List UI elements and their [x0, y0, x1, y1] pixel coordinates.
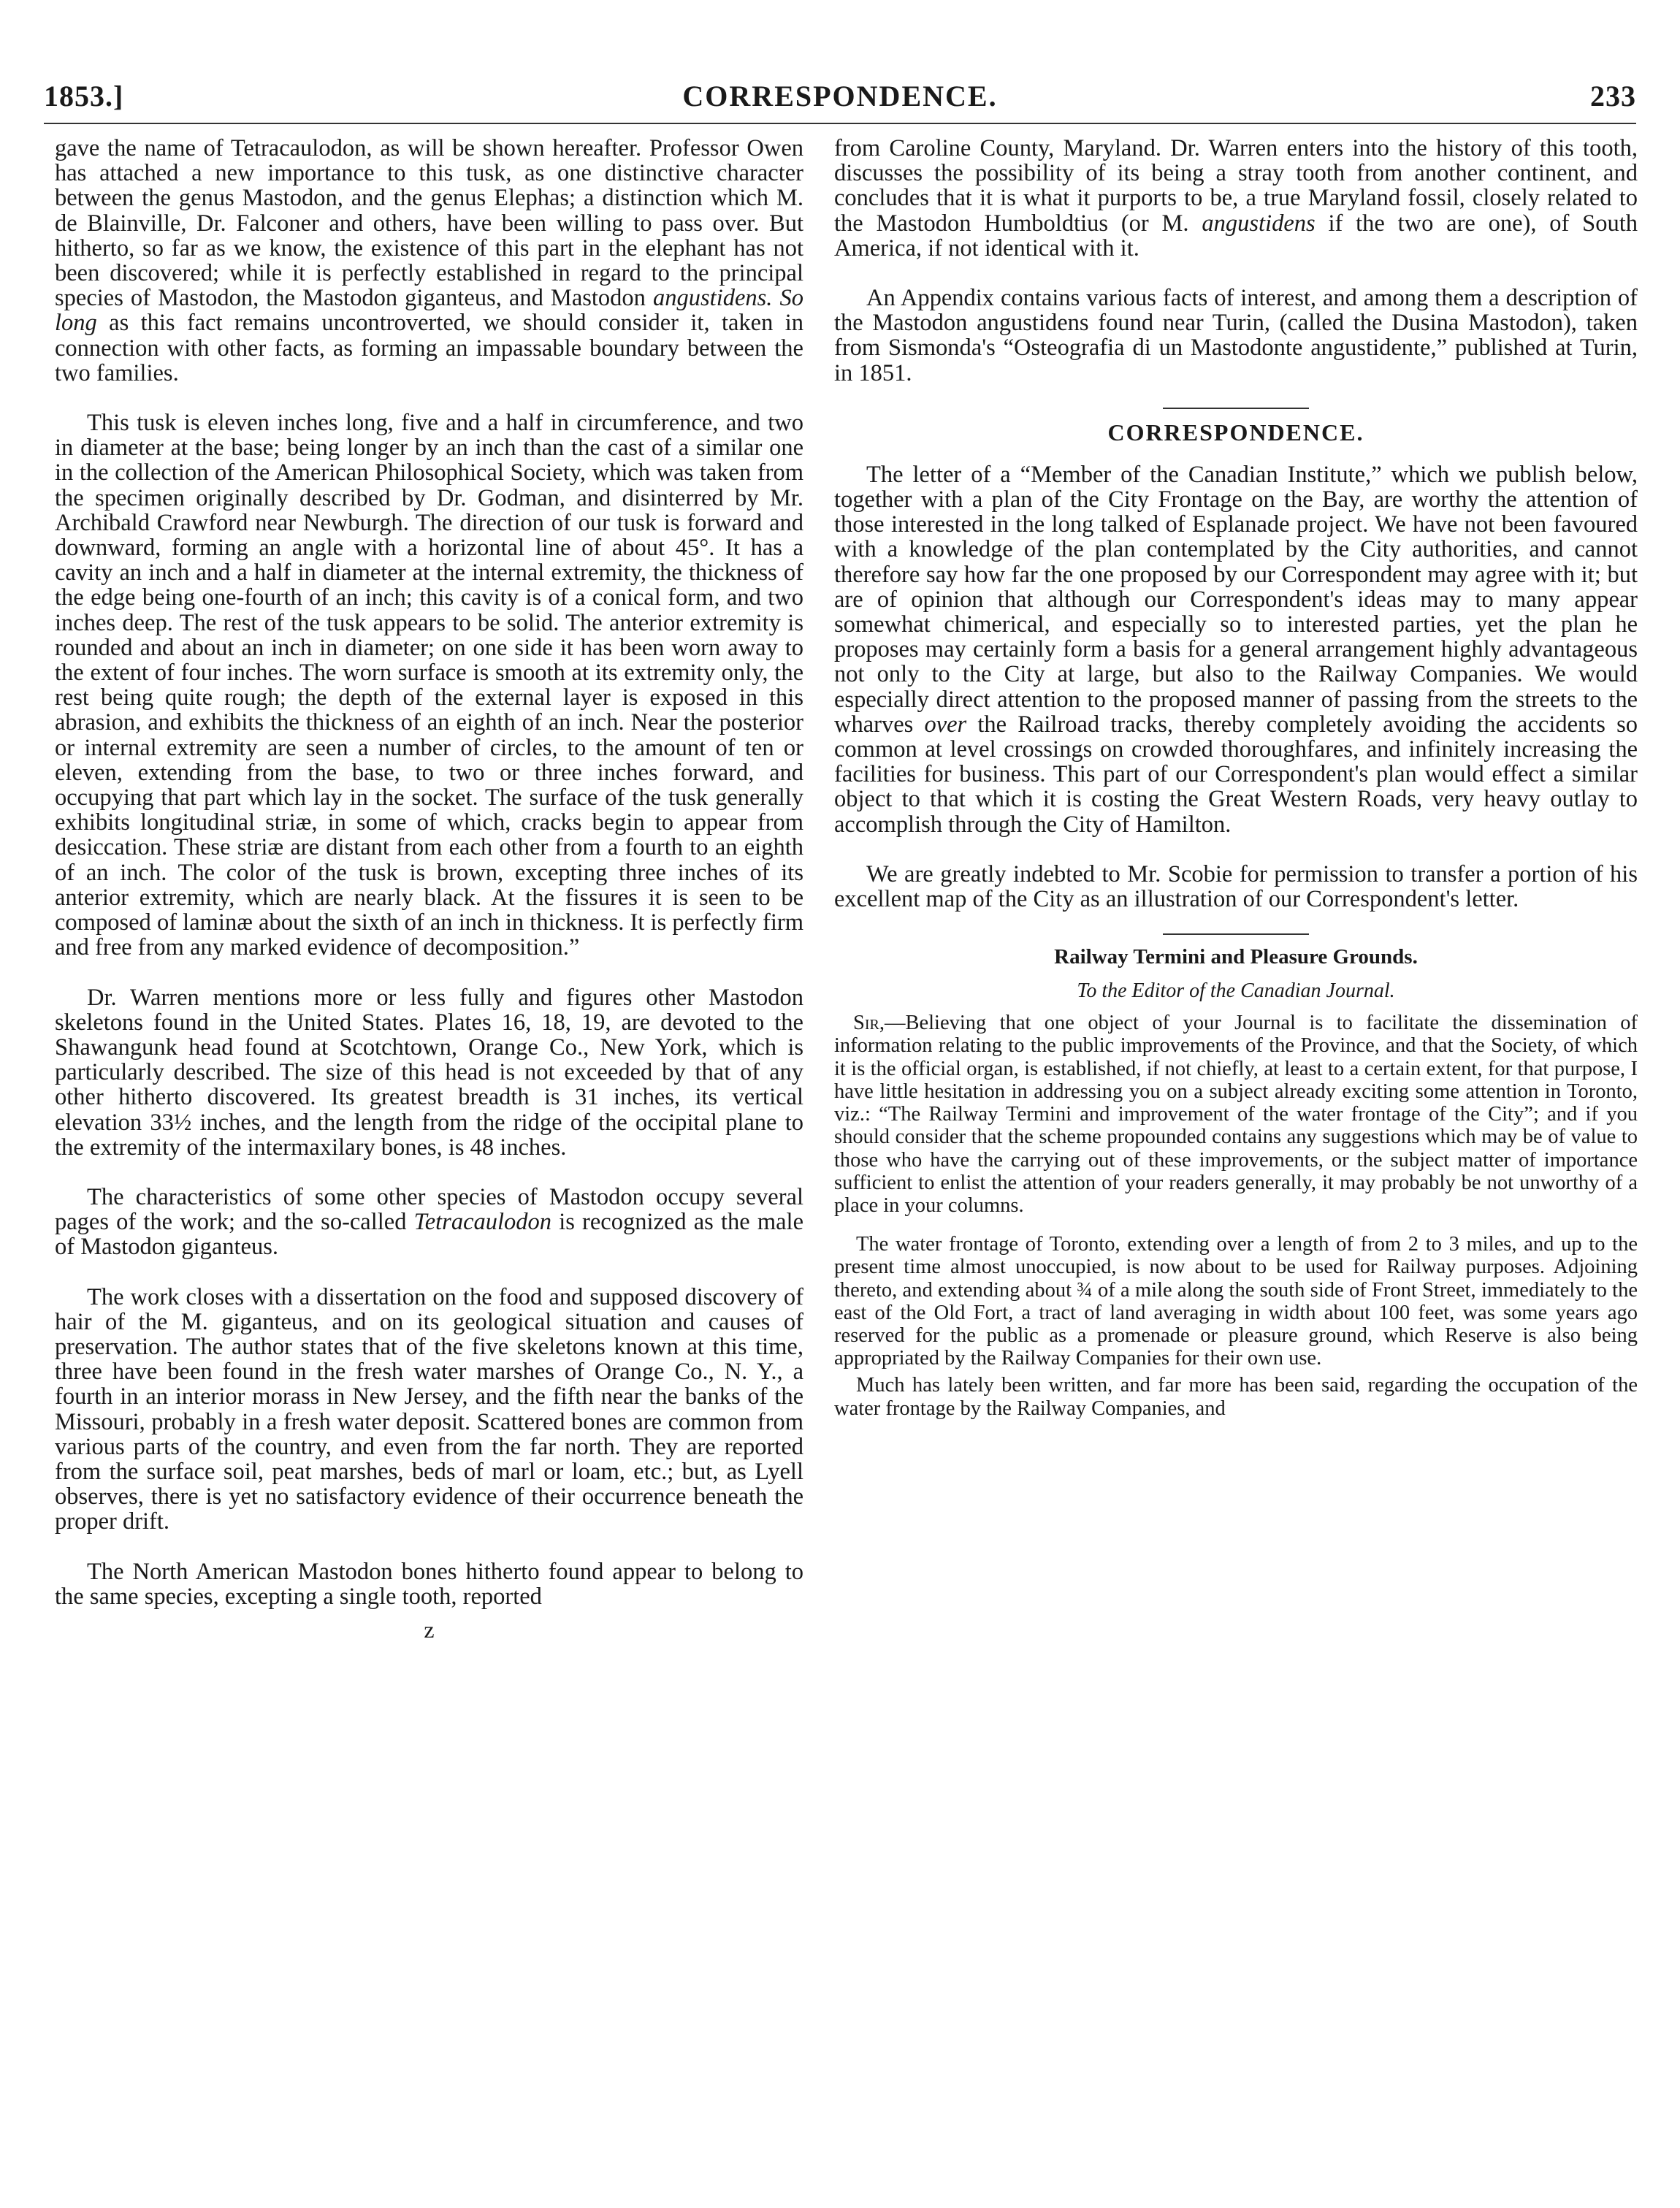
letter-addressee: To the Editor of the Canadian Journal. — [1077, 979, 1395, 1003]
running-head — [44, 79, 1636, 115]
header-section-title: CORRESPONDENCE. — [682, 80, 998, 112]
letter-divider — [1163, 933, 1309, 935]
right-p3-b: the Railroad tracks, thereby completely avoiding the accidents so common at level crossings on crowded thoroughfares, and infinitely increasing the facilities for business. This part of our Correspondent's plan would effect a similar object to that which it is costing the Great Western Roads, very heavy outlay to accomplish through the City of Hamilton. — [834, 711, 1638, 838]
correspondence-heading: CORRESPONDENCE. — [1107, 419, 1364, 446]
right-p3-text: The letter of a “Member of the Canadian Institute,” which we publish below, together with a plan of the City Frontage on the Bay, are worthy the attention of those interested in the long talked of Esplanade project. We have not been favoured with a knowledge of the plan contemplated by the City authorities, and cannot therefore say how far the one proposed by our Correspondent may agree with it; but are of opinion that although our Correspondent's ideas may to many appear somewhat chimerical, and especially so to interested parties, yet the plan he proposes may certainly form a basis for a general arrangement highly advantageous not only to the City at large, but also to the Railway Companies. We would especially direct attention to the proposed manner of passing from the streets to the wharves — [834, 461, 1638, 738]
right-paragraph-4: We are greatly indebted to Mr. Scobie for permission to transfer a portion of his excellent map of the City as an illustration of our Correspondent's letter. — [834, 860, 1638, 913]
left-p1-italic: angustidens. So long — [55, 285, 804, 337]
right-column — [834, 136, 1638, 1420]
right-paragraph-2: An Appendix contains various facts of interest, and among them a description of the Mastodon angustidens found near Turin, (called the Dusina Mastodon), taken from Sismonda's “Osteografia di un Mastodonte angustidente,” published at Turin, in 1851. — [834, 285, 1638, 386]
header-year: 1853.] — [44, 80, 124, 112]
left-p1-tail: as this fact remains uncontroverted, we should consider it, taken in connection with other facts, as forming an impassable boundary between the two families. — [55, 310, 803, 386]
letter-paragraph-1 — [834, 1012, 1638, 1217]
letter-paragraph-2: The water frontage of Toronto, extending over a length of from 2 to 3 miles, and up to the present time almost unoccupied, is now about to be used for Railway purposes. Adjoining thereto, and extending about ¾ of a mile along the south side of Front Street, immediately to the east of the Old Fort, a tract of land averaging in width about 100 feet, was some years ago reserved for the public as a promenade or pleasure ground, which Reserve is also being appropriated by the Railway Companies for their own use. — [834, 1233, 1638, 1370]
header-page-number: 233 — [1590, 80, 1636, 112]
letter-paragraph-3: Much has lately been written, and far more has been said, regarding the occupation of the water frontage by the Railway Companies, and — [834, 1374, 1638, 1420]
section-divider — [1163, 408, 1309, 409]
letter-salutation: Sir, — [853, 1012, 885, 1035]
left-paragraph-6: The North American Mastodon bones hitherto found appear to belong to the same species, excepting a single tooth, reported — [55, 1558, 803, 1610]
signature-mark: z — [424, 1616, 435, 1643]
right-p1-a: from Caroline County, Maryland. Dr. Warren enters into the history of this tooth, discusses the possibility of its being a stray tooth from another continent, and concludes that it is what it purports to be, a true Maryland fossil, closely related to the Mastodon Humboldtius (or M. — [834, 135, 1638, 237]
header-rule — [44, 123, 1636, 124]
left-paragraph-3: Dr. Warren mentions more or less fully and figures other Mastodon skeletons found in the United States. Plates 16, 18, 19, are devoted to the Shawangunk head found at Scotchtown, Orange Co., New York, which is particularly described. The size of this head is not exceeded by that of any other hitherto discovered. Its greatest breadth is 31 inches, its vertical elevation 33½ inches, and the length from the ridge of the occipital plane to the extremity of the intermaxilary bones, is 48 inches. — [55, 984, 803, 1161]
right-p1-b: if the two are one), of South America, if not identical with it. — [834, 210, 1638, 261]
left-p4-a: The characteristics of some other species of Mastodon occupy several pages of the work; and the so-called — [55, 1183, 803, 1236]
left-column — [55, 136, 803, 1643]
letter-title: Railway Termini and Pleasure Grounds. — [1054, 945, 1418, 969]
left-p4-italic: Tetracaulodon — [413, 1209, 552, 1236]
left-p4-b: is recognized as the male of Mastodon giganteus. — [55, 1209, 803, 1261]
right-paragraph-3 — [834, 462, 1638, 837]
left-paragraph-1 — [55, 136, 803, 386]
right-paragraph-1 — [834, 136, 1638, 261]
left-paragraph-4 — [55, 1185, 803, 1260]
left-p1-text: gave the name of Tetracaulodon, as will be shown hereafter. Professor Owen has attached a new importance to this tusk, as one distinctive character between the genus Mastodon, and the genus Elephas; a distinction which M. de Blainville, Dr. Falconer and others, have been willing to pass over. But hitherto, so far as we know, the existence of this part in the elephant has not been discovered; while it is perfectly established in regard to the principal species of Mastodon, the Mastodon giganteus, and Mastodon — [55, 135, 803, 312]
left-paragraph-5: The work closes with a dissertation on the food and supposed discovery of hair of the M. giganteus, and on its geological situation and causes of preservation. The author states that of the five skeletons known at this time, three have been found in the fresh water marshes of Orange Co., N. Y., a fourth in an interior morass in New Jersey, and the fifth near the banks of the Missouri, probably in a fresh water deposit. Scattered bones are common from various parts of the country, and even from the far north. They are reported from the surface soil, peat marshes, beds of marl or loam, etc.; but, as Lyell observes, there is yet no satisfactory evidence of their occurrence beneath the proper drift. — [55, 1283, 803, 1535]
letter-p1-text: —Believing that one object of your Journal is to facilitate the dissemination of information relating to the public improvements of the Province, and that the Society, of which it is the official organ, is established, if not chiefly, at least to a certain extent, for that purpose, I have little hesitation in addressing you on a subject already exciting some attention in Toronto, viz.: “The Railway Termini and improvement of the water frontage of the City”; and if you should consider that the scheme propounded contains any suggestions which may be of value to those who have the carrying out of these improvements, or the subject matter of importance sufficient to enlist the attention of your readers generally, it may probably be not unworthy of a place in your columns. — [834, 1012, 1638, 1217]
right-p1-italic: angustidens — [1202, 210, 1316, 237]
right-p3-italic: over — [924, 711, 967, 738]
left-paragraph-2: This tusk is eleven inches long, five and a half in circumference, and two in diameter at the base; being longer by an inch than the cast of a similar one in the collection of the American Philosophical Society, which was taken from the specimen originally described by Dr. Godman, and disinterred by Mr. Archibald Crawford near Newburgh. The direction of our tusk is forward and downward, forming an angle with a horizontal line of about 45°. It has a cavity an inch and a half in diameter at the internal extremity, the thickness of the edge being one-fourth of an inch; this cavity is of a conical form, and two inches deep. The rest of the tusk appears to be solid. The anterior extremity is rounded and about an inch in diameter; on one side it has been worn away to the extent of four inches. The worn surface is smooth at its extremity only, the rest being quite rough; the depth of the external layer is exposed in this abrasion, and exhibits the thickness of an eighth of an inch. Near the posterior or internal extremity are seen a number of circles, to the amount of ten or eleven, extending from the base, to two or three inches forward, and occupying that part which lay in the socket. The surface of the tusk generally exhibits longitudinal striæ, in some of which, cracks begin to appear from desiccation. These striæ are distant from each other from a fourth to an eighth of an inch. The color of the tusk is brown, excepting three inches of its anterior extremity, which are nearly black. At the fissures it is seen to be composed of laminæ about the sixth of an inch in thickness. It is perfectly firm and free from any marked evidence of decomposition.” — [55, 410, 803, 961]
